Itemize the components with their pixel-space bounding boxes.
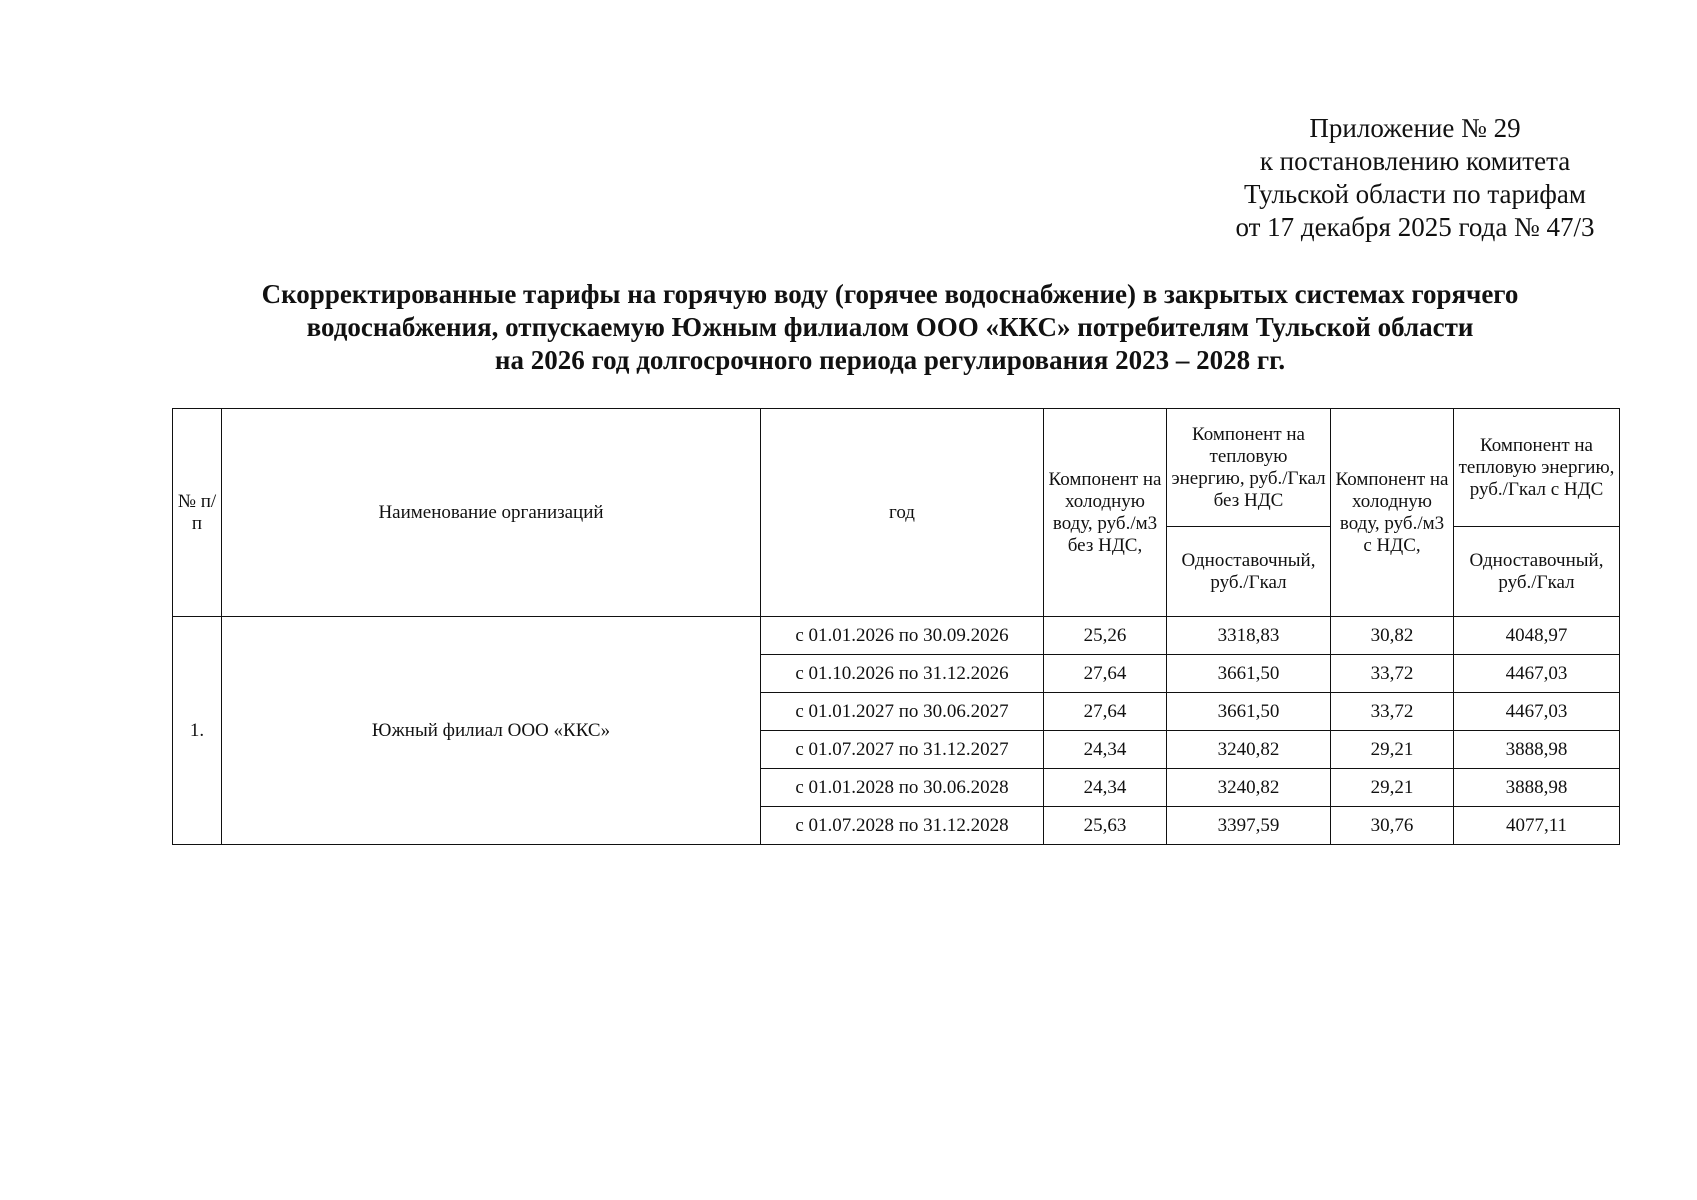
heat-energy-vat-cell: 4467,03	[1454, 693, 1620, 731]
period-cell: с 01.01.2028 по 30.06.2028	[761, 769, 1044, 807]
header-cold-water-no-vat: Компонент на холодную воду, руб./м3 без НДС,	[1044, 409, 1167, 617]
cold-water-vat-cell: 30,76	[1331, 807, 1454, 845]
appendix-reference	[1205, 112, 1625, 244]
period-cell: с 01.10.2026 по 31.12.2026	[761, 655, 1044, 693]
cold-water-no-vat-cell: 25,26	[1044, 617, 1167, 655]
period-cell: с 01.07.2027 по 31.12.2027	[761, 731, 1044, 769]
cold-water-vat-cell: 29,21	[1331, 769, 1454, 807]
period-cell: с 01.01.2027 по 30.06.2027	[761, 693, 1044, 731]
cold-water-vat-cell: 33,72	[1331, 693, 1454, 731]
row-number: 1.	[173, 617, 222, 845]
heat-energy-no-vat-cell: 3240,82	[1167, 769, 1331, 807]
cold-water-vat-cell: 30,82	[1331, 617, 1454, 655]
cold-water-no-vat-cell: 27,64	[1044, 655, 1167, 693]
header-heat-vat-single-rate: Одноставочный, руб./Гкал	[1454, 527, 1620, 617]
appendix-resolution: к постановлению комитета	[1259, 146, 1571, 176]
header-heat-no-vat-single-rate: Одноставочный, руб./Гкал	[1167, 527, 1331, 617]
tariff-table-body	[173, 617, 1620, 845]
title-line-2: водоснабжения, отпускаемую Южным филиалом ООО «ККС» потребителям Тульской области	[306, 312, 1474, 342]
heat-energy-no-vat-cell: 3318,83	[1167, 617, 1331, 655]
appendix-number: Приложение № 29	[1309, 113, 1521, 143]
cold-water-no-vat-cell: 24,34	[1044, 769, 1167, 807]
table-row	[173, 617, 1620, 655]
heat-energy-no-vat-cell: 3661,50	[1167, 693, 1331, 731]
header-cold-water-vat: Компонент на холодную воду, руб./м3 с НДС,	[1331, 409, 1454, 617]
organization-name: Южный филиал ООО «ККС»	[222, 617, 761, 845]
heat-energy-vat-cell: 3888,98	[1454, 731, 1620, 769]
heat-energy-no-vat-cell: 3240,82	[1167, 731, 1331, 769]
document-title	[170, 278, 1610, 377]
title-line-3: на 2026 год долгосрочного периода регулирования 2023 – 2028 гг.	[494, 345, 1286, 375]
cold-water-no-vat-cell: 24,34	[1044, 731, 1167, 769]
cold-water-no-vat-cell: 25,63	[1044, 807, 1167, 845]
cold-water-vat-cell: 29,21	[1331, 731, 1454, 769]
tariff-table-header	[173, 409, 1620, 617]
heat-energy-vat-cell: 4467,03	[1454, 655, 1620, 693]
heat-energy-no-vat-cell: 3661,50	[1167, 655, 1331, 693]
heat-energy-vat-cell: 3888,98	[1454, 769, 1620, 807]
header-organization: Наименование организаций	[222, 409, 761, 617]
header-heat-energy-no-vat: Компонент на тепловую энергию, руб./Гкал без НДС	[1167, 409, 1331, 527]
header-number: № п/п	[173, 409, 222, 617]
cold-water-vat-cell: 33,72	[1331, 655, 1454, 693]
title-line-1: Скорректированные тарифы на горячую воду (горячее водоснабжение) в закрытых системах горячего	[261, 279, 1519, 309]
header-heat-energy-vat: Компонент на тепловую энергию, руб./Гкал с НДС	[1454, 409, 1620, 527]
appendix-date: от 17 декабря 2025 года № 47/3	[1235, 212, 1595, 242]
period-cell: с 01.07.2028 по 31.12.2028	[761, 807, 1044, 845]
heat-energy-no-vat-cell: 3397,59	[1167, 807, 1331, 845]
heat-energy-vat-cell: 4048,97	[1454, 617, 1620, 655]
appendix-committee: Тульской области по тарифам	[1243, 179, 1586, 209]
tariff-table	[172, 408, 1620, 845]
cold-water-no-vat-cell: 27,64	[1044, 693, 1167, 731]
heat-energy-vat-cell: 4077,11	[1454, 807, 1620, 845]
period-cell: с 01.01.2026 по 30.09.2026	[761, 617, 1044, 655]
header-year: год	[761, 409, 1044, 617]
